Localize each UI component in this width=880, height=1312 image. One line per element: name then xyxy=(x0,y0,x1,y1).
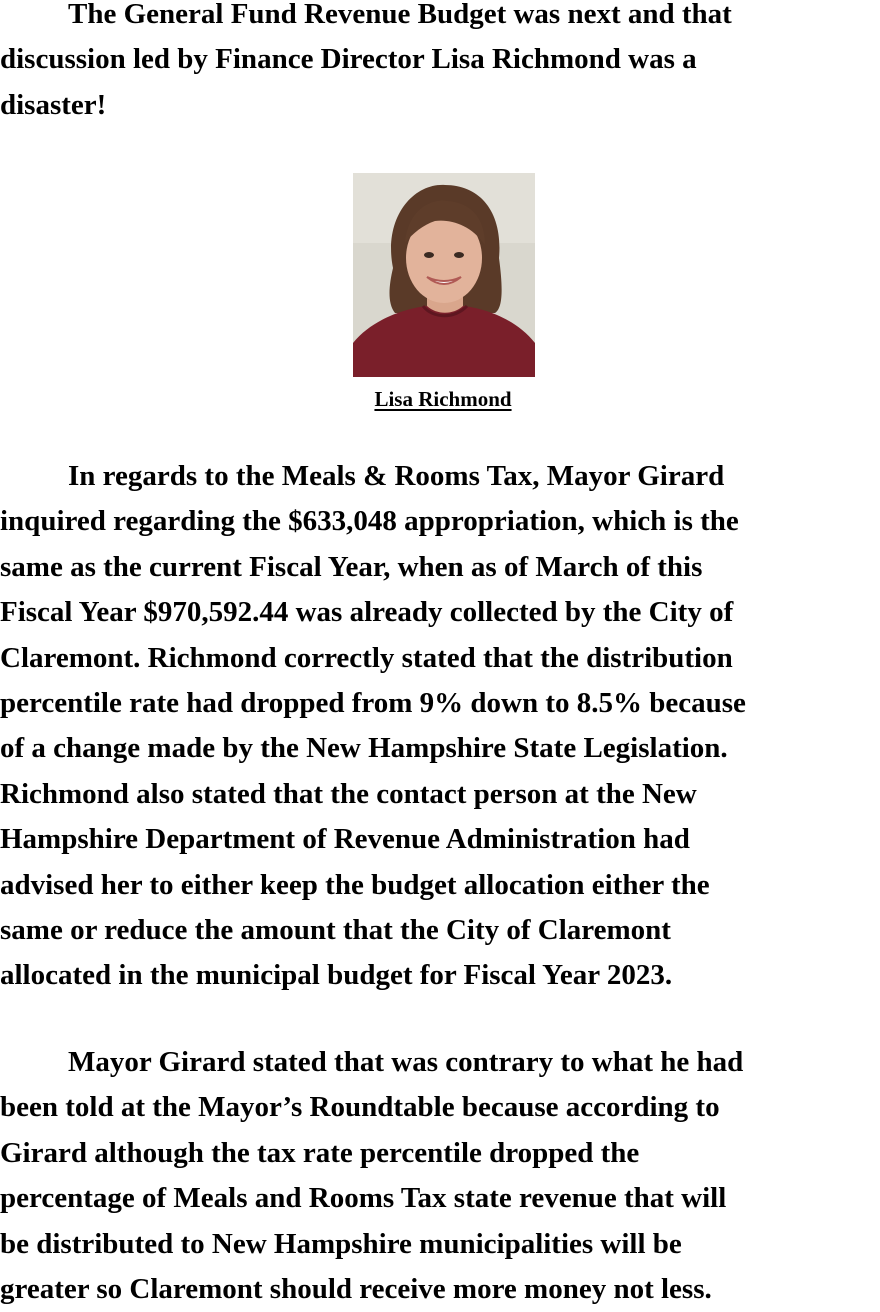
text-line: same as the current Fiscal Year, when as of March of this xyxy=(0,550,703,583)
text-line: allocated in the municipal budget for Fiscal Year 2023. xyxy=(0,959,673,992)
text-line: inquired regarding the $633,048 appropriation, which is the xyxy=(0,505,739,538)
text-line: In regards to the Meals & Rooms Tax, Mayor Girard xyxy=(68,460,725,492)
text-line: been told at the Mayor’s Roundtable because according to xyxy=(0,1091,720,1124)
text-line: Claremont. Richmond correctly stated that the distribution xyxy=(0,641,733,674)
lisa-richmond-photo xyxy=(353,173,535,377)
meals-rooms-tax-paragraph xyxy=(0,454,880,999)
text-line: be distributed to New Hampshire municipalities will be xyxy=(0,1227,682,1260)
text-line: same or reduce the amount that the City of Claremont xyxy=(0,914,671,947)
intro-paragraph xyxy=(0,0,880,128)
text-line: of a change made by the New Hampshire State Legislation. xyxy=(0,732,728,765)
text-line: Fiscal Year $970,592.44 was already collected by the City of xyxy=(0,596,734,629)
text-line: The General Fund Revenue Budget was next and that xyxy=(68,0,732,30)
text-line: Hampshire Department of Revenue Administration had xyxy=(0,823,690,856)
portrait-image xyxy=(353,173,535,377)
text-line: Girard although the tax rate percentile dropped the xyxy=(0,1136,640,1169)
girard-response-paragraph xyxy=(0,1040,880,1312)
text-line: discussion led by Finance Director Lisa Richmond was a xyxy=(0,43,697,76)
text-line: advised her to either keep the budget allocation either the xyxy=(0,868,710,901)
photo-caption: Lisa Richmond xyxy=(374,387,512,411)
text-line: percentage of Meals and Rooms Tax state revenue that will xyxy=(0,1182,727,1215)
text-line: disaster! xyxy=(0,88,107,121)
text-line: Mayor Girard stated that was contrary to what he had xyxy=(68,1046,744,1078)
text-line: greater so Claremont should receive more money not less. xyxy=(0,1273,712,1306)
text-line: Richmond also stated that the contact person at the New xyxy=(0,777,697,810)
text-line: percentile rate had dropped from 9% down to 8.5% because xyxy=(0,687,746,720)
